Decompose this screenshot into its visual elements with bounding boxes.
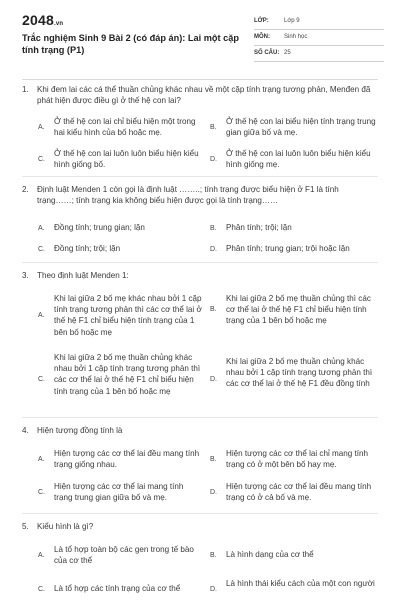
info-row-count [254,46,384,62]
option-letter: C. [38,156,45,163]
quiz-info [254,14,384,62]
question-text: Khi đem lai các cá thể thuần chủng khác nhau về một cặp tính trạng tương phản, Menđen đã phát hiện được điều gì ở thế hệ con lai? [37,85,371,106]
option-text: Là hình dạng của cơ thể [226,550,314,559]
option-letter: B. [210,552,217,559]
info-value: Sinh học [284,34,308,40]
option-letter: A. [38,456,45,463]
option-letter: C. [38,246,45,253]
site-logo[interactable]: 2048.vn [22,12,64,28]
option-text: Ở thế hệ con lai luôn luôn biểu hiện kiểu hình giống bố. [54,149,199,170]
header-divider [22,79,378,80]
option-text: Ở thế hệ con lai biểu hiện tính trạng trung gian giữa bố và mẹ. [226,117,376,138]
option-text: Đồng tính; trội; lặn [54,244,121,253]
info-key: MÔN: [254,34,270,40]
option-text: Đồng tính; trung gian; lặn [54,223,145,232]
option-letter: A. [38,312,45,319]
option-letter: B. [210,124,217,131]
info-value: Lớp 9 [284,18,300,24]
info-row-class [254,14,384,30]
question-divider [22,262,378,263]
option-letter: D. [210,246,217,253]
header [0,0,400,72]
info-key: LỚP: [254,18,269,24]
option-letter: C. [38,586,45,593]
question-text: Kiểu hình là gì? [37,522,94,531]
info-value: 25 [284,50,291,56]
option-letter: D. [210,156,217,163]
option-letter: D. [210,376,217,383]
option-text: Là tổ hợp toàn bộ các gen trong tế bào của cơ thể [54,545,194,566]
option-text: Hiện tượng các cơ thể lai đều mang tính trạng giống nhau. [54,449,200,470]
option-letter: A. [38,225,45,232]
option-letter: A. [38,552,45,559]
option-letter: B. [210,225,217,232]
option-text: Ở thế hệ con lai chỉ biểu hiện một trong hai kiểu hình của bố hoặc mẹ. [54,117,196,138]
option-text: Là hình thái kiểu cách của một con người [226,579,375,588]
info-row-subject [254,30,384,46]
question-text: Định luật Menden 1 còn gọi là định luật ……..; tính trạng được biểu hiện ở F1 là tính trạng……; tính trạng kia không biểu hiện được gọi là tính trạng…… [37,185,339,206]
question-divider [22,417,378,418]
question-divider [22,513,378,514]
option-letter: B. [210,306,217,313]
option-letter: D. [210,489,217,496]
option-text: Là tổ hợp các tính trạng của cơ thể [54,584,181,593]
option-letter: A. [38,124,45,131]
question-text: Theo định luật Menden 1: [37,271,129,280]
question-number: 2. [22,185,29,194]
question-number: 5. [22,522,29,531]
option-text: Hiện tượng các cơ thể lai đều mang tính trạng có ở cả bố và mẹ. [226,482,372,503]
page-title: Trắc nghiệm Sinh 9 Bài 2 (có đáp án): Lai một cặp tính trạng (P1) [22,33,239,55]
option-letter: B. [210,456,217,463]
question-number: 4. [22,426,29,435]
question-number: 3. [22,271,29,280]
option-text: Khi lai giữa 2 bố mẹ thuần chủng khác nhau bởi 1 cặp tính trạng tương phản thì các cơ thể lai ở thế hệ F1 đều đồng tính [226,357,373,389]
question-divider [22,176,378,177]
option-letter: C. [38,376,45,383]
option-text: Ở thế hệ con lai luôn luôn biểu hiện kiểu hình giống mẹ. [226,149,371,170]
option-text: Phân tính; trung gian; trội hoặc lặn [226,244,350,253]
option-text: Khi lai giữa 2 bố mẹ thuần chủng khác nhau bởi 1 cặp tính trạng tương phản thì các cơ thể lai ở thế hệ F1 chỉ biểu hiện tính trạng của 1 bên bố hoặc mẹ [54,353,201,396]
option-letter: C. [38,489,45,496]
option-text: Hiện tượng các cơ thể lai mang tính trạng trung gian giữa bố và mẹ. [54,482,184,503]
option-text: Hiện tượng các cơ thể lai chỉ mang tính trạng có ở một bên bố hay mẹ. [226,449,369,470]
info-key: SỐ CÂU: [254,50,280,56]
option-letter: D. [210,586,217,593]
question-number: 1. [22,85,29,94]
option-text: Phân tính; trội; lặn [226,223,292,232]
question-text: Hiện tượng đồng tính là [37,426,123,435]
option-text: Khi lai giữa 2 bố mẹ thuần chủng thì các cơ thể lai ở thế hệ F1 chỉ biểu hiện tính trạng của 1 bên bố hoặc mẹ [226,294,371,326]
option-text: Khi lai giữa 2 bố mẹ khác nhau bởi 1 cặp tính trạng tương phản thì các cơ thể lai ở thế hệ F1 chỉ biểu hiện tính trạng của 1 bên bố hoặc mẹ [54,294,202,337]
